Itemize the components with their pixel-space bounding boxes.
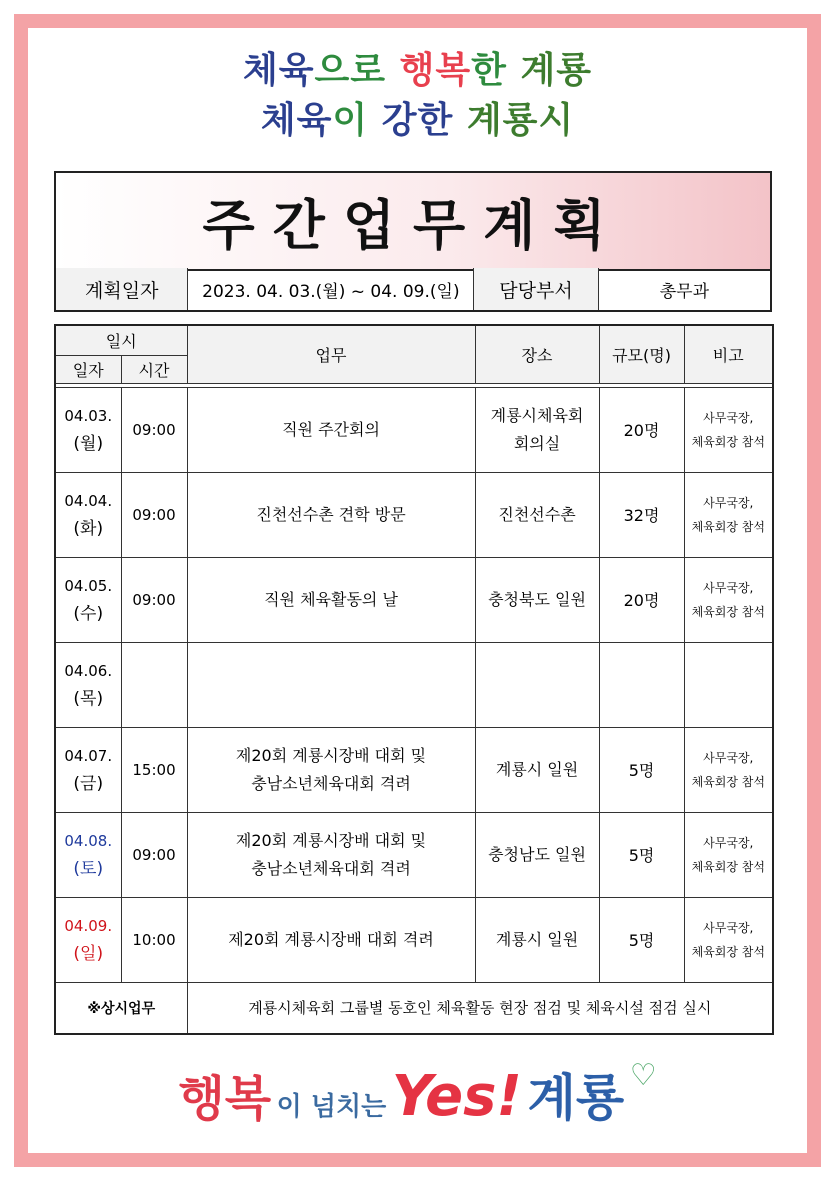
row-place: 진천선수촌 [498, 504, 576, 524]
row-time: 10:00 [121, 897, 187, 982]
bottom-slogan-gyeryong: 계룡 [527, 1069, 625, 1127]
header-place: 장소 [475, 325, 599, 383]
plan-info-row [54, 268, 772, 312]
bottom-slogan [0, 1058, 835, 1138]
row-day-of-week: (수) [73, 603, 104, 624]
title-box [54, 171, 772, 271]
plan-date-value: 2023. 04. 03.(월) ~ 04. 09.(일) [188, 268, 474, 310]
row-day-of-week: (금) [73, 773, 104, 794]
table-row [55, 727, 773, 812]
table-row [55, 897, 773, 982]
row-note: 사무국장, [703, 920, 754, 935]
row-date: 04.04. [64, 491, 113, 510]
regular-task-text: 계룡시체육회 그룹별 동호인 체육활동 현장 점검 및 체육시설 점검 실시 [187, 982, 773, 1034]
row-scale: 5명 [599, 812, 684, 897]
row-day-of-week: (목) [73, 688, 104, 709]
dept-value: 총무과 [659, 281, 710, 302]
row-task: 진천선수촌 견학 방문 [256, 504, 406, 524]
slogan-part: 계룡시 [466, 100, 575, 141]
table-row [55, 472, 773, 557]
row-date: 04.05. [64, 576, 113, 595]
row-note: 사무국장, [703, 835, 754, 850]
row-place: 회의실 [513, 433, 561, 453]
table-row [55, 387, 773, 472]
slogan-part: 강한 [381, 100, 467, 141]
row-note: 사무국장, [703, 495, 754, 510]
row-note: 체육회장 참석 [691, 774, 765, 789]
row-time: 09:00 [121, 387, 187, 472]
row-day-of-week: (일) [73, 943, 104, 964]
schedule-table [54, 324, 774, 1035]
row-scale: 20명 [599, 557, 684, 642]
slogan-part: 이 [332, 100, 382, 141]
slogan-line-2 [0, 92, 835, 143]
row-scale: 20명 [599, 387, 684, 472]
table-row [55, 812, 773, 897]
row-time: 15:00 [121, 727, 187, 812]
row-date: 04.09. [64, 916, 113, 935]
slogan-part: 계룡 [520, 50, 593, 91]
row-task: 직원 주간회의 [282, 419, 380, 439]
row-note: 사무국장, [703, 750, 754, 765]
slogan-part: 으로 [314, 50, 400, 91]
row-place: 계룡시체육회 [490, 405, 584, 425]
header-date: 일자 [55, 355, 121, 383]
row-scale [599, 642, 684, 727]
row-task: 제20회 계룡시장배 대회 및 [235, 830, 427, 850]
row-time: 09:00 [121, 472, 187, 557]
row-note: 체육회장 참석 [691, 859, 765, 874]
row-day-of-week: (토) [73, 858, 104, 879]
row-date: 04.03. [64, 406, 113, 425]
slogan-part: 한 [471, 50, 521, 91]
row-date: 04.08. [64, 831, 113, 850]
header-scale: 규모(명) [599, 325, 684, 383]
row-note: 사무국장, [703, 580, 754, 595]
row-note: 사무국장, [703, 410, 754, 425]
row-scale: 32명 [599, 472, 684, 557]
row-date: 04.06. [64, 661, 113, 680]
row-task: 충남소년체육대회 격려 [251, 773, 411, 793]
row-task: 충남소년체육대회 격려 [251, 858, 411, 878]
header-note: 비고 [684, 325, 773, 383]
header-task: 업무 [187, 325, 475, 383]
row-scale: 5명 [599, 727, 684, 812]
row-day-of-week: (월) [73, 433, 104, 454]
bottom-slogan-happiness: 행복 [178, 1071, 272, 1127]
row-task: 제20회 계룡시장배 대회 및 [235, 745, 427, 765]
table-row [55, 642, 773, 727]
row-time [121, 642, 187, 727]
page-title: 주간업무계획 [202, 193, 624, 257]
row-note: 체육회장 참석 [691, 434, 765, 449]
bottom-slogan-overflowing: 이 넘치는 [276, 1092, 387, 1122]
row-place: 계룡시 일원 [495, 929, 579, 949]
row-scale: 5명 [599, 897, 684, 982]
header-time: 시간 [121, 355, 187, 383]
slogan-line-1 [0, 42, 835, 93]
row-time: 09:00 [121, 812, 187, 897]
row-place: 충청북도 일원 [488, 589, 586, 609]
bottom-slogan-yes: Yes! [391, 1064, 522, 1129]
table-row [55, 557, 773, 642]
row-task: 제20회 계룡시장배 대회 격려 [228, 929, 434, 949]
slogan-part: 행복 [399, 50, 472, 91]
heart-icon: ♡ [629, 1058, 657, 1093]
row-note: 체육회장 참석 [691, 604, 765, 619]
regular-task-label: ※상시업무 [55, 982, 187, 1034]
slogan-part: 체육 [260, 100, 333, 141]
row-place: 계룡시 일원 [495, 759, 579, 779]
row-day-of-week: (화) [73, 518, 104, 539]
row-task: 직원 체육활동의 날 [264, 589, 398, 609]
dept-label: 담당부서 [474, 268, 598, 310]
header-datetime: 일시 [55, 325, 187, 355]
row-date: 04.07. [64, 746, 113, 765]
row-time: 09:00 [121, 557, 187, 642]
row-note: 체육회장 참석 [691, 519, 765, 534]
row-place: 충청남도 일원 [488, 844, 586, 864]
slogan-part: 체육 [242, 50, 315, 91]
plan-date-label: 계획일자 [56, 268, 188, 310]
row-note: 체육회장 참석 [691, 944, 765, 959]
